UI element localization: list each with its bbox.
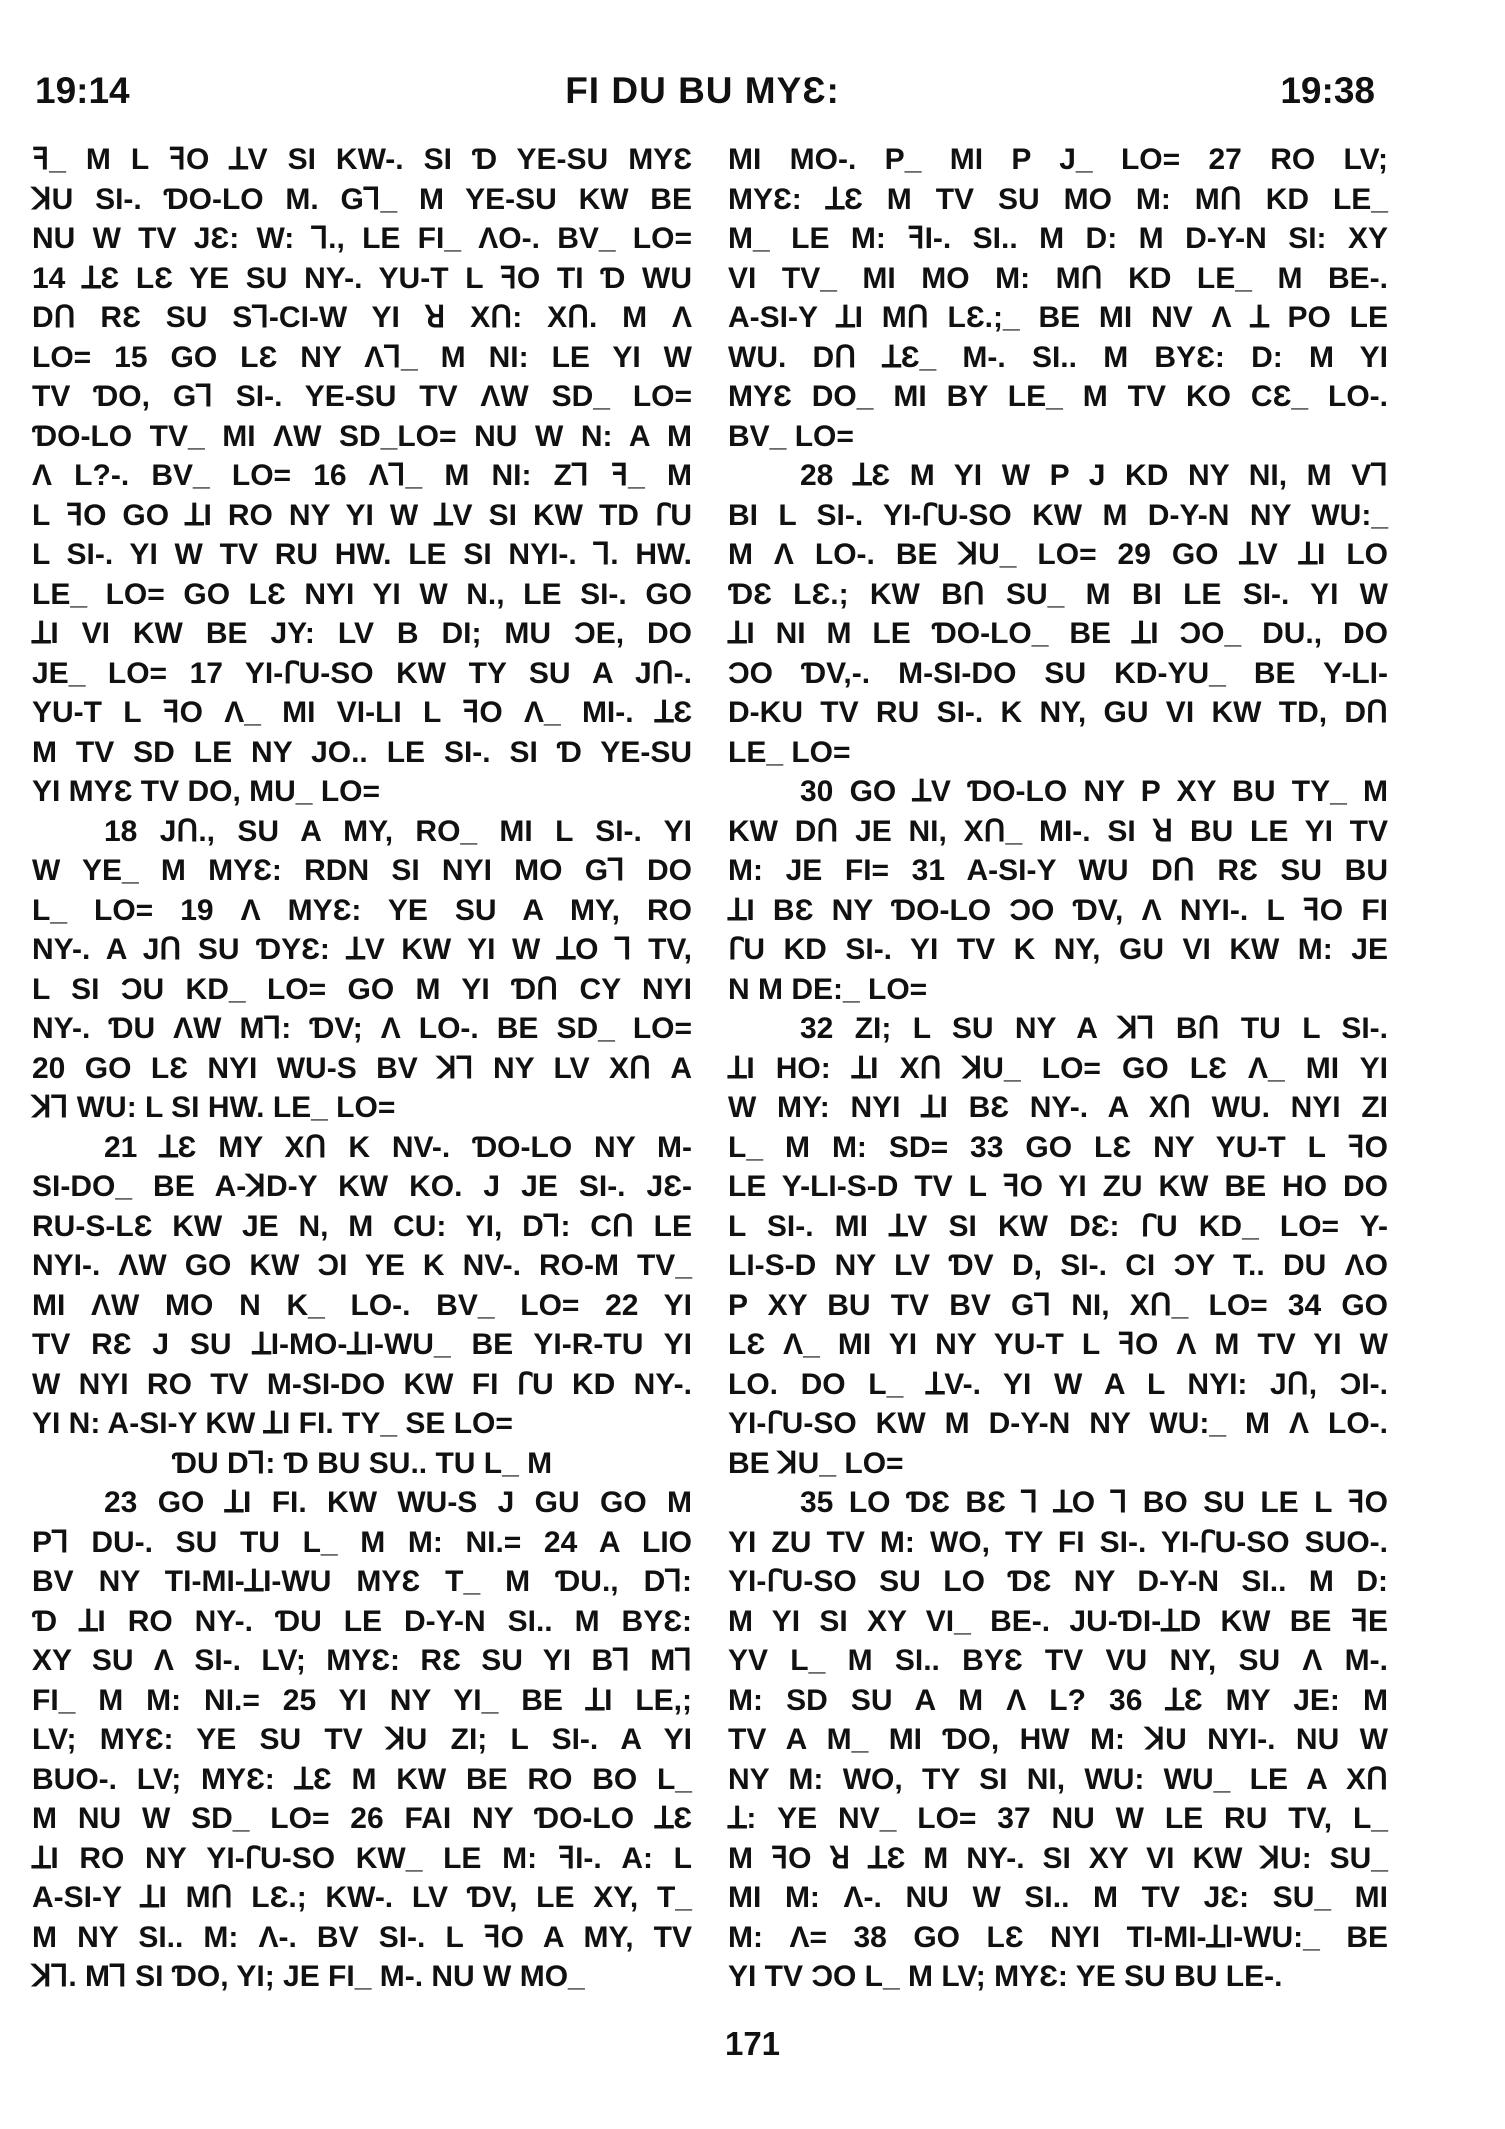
text-line: ꓕI VI KW BE JY: LV B DI; MU ƆE, DO — [32, 617, 692, 650]
text-line: M ꟻO ꓤ ꓕƐ M NY-. SI XY VI KW ꓘU: SU_ — [728, 1841, 1388, 1875]
text-line: M: Λ= 38 GO LƐ NYI TI-MI-ꓕI-WU:_ BE — [728, 1920, 1388, 1954]
text-line: LI-S-D NY LV ƊV D, SI-. CI ƆY T.. DU ΛO — [728, 1249, 1388, 1282]
text-line: A-SI-Y ꓕI MՈ LƐ.;_ BE MI NV Λ ꓕ PO LE — [728, 301, 1388, 334]
text-line: Pꓶ DU-. SU TU L_ M M: NI.= 24 A LIO — [32, 1525, 692, 1559]
text-line: KW DՈ JE NI, XՈ_ MI-. SI ꓤ BU LE YI TV — [728, 814, 1388, 848]
text-line: DՈ RƐ SU Sꓶ-CI-W YI ꓤ XՈ: XՈ. M Λ — [32, 301, 692, 334]
text-line: SI-DO_ BE A-ꓘD-Y KW KO. J JE SI-. JƐ- — [32, 1170, 692, 1203]
text-line: YI MYƐ TV DO, MU_ LO= — [32, 775, 381, 808]
text-line: 14 ꓕƐ LƐ YE SU NY-. YU-T L ꟻO TI Ɗ WU — [32, 261, 692, 295]
chapter-verse-start: 19:14 — [35, 70, 130, 111]
page-number: 171 — [724, 2025, 781, 2062]
text-line: M: SD SU A M Λ L? 36 ꓕƐ MY JE: M — [728, 1683, 1388, 1717]
text-line: M TV SD LE NY JO.. LE SI-. SI Ɗ YE-SU — [32, 735, 692, 769]
left-text-column — [32, 140, 692, 1997]
text-line: ꓘꓶ. Mꓶ SI ƊO, YI; JE FI_ M-. NU W MO_ — [32, 1960, 585, 1993]
text-line: BI L SI-. YI-ꓩU-SO KW M D-Y-N NY WU:_ — [728, 498, 1388, 532]
text-line: BV NY TI-MI-ꓕI-WU MYƐ T_ M ƊU., Dꓶ: — [32, 1565, 692, 1598]
text-line: L SI-. MI ꓕV SI KW DƐ: ꓩU KD_ LO= Y- — [728, 1209, 1388, 1243]
text-line: M: JE FI= 31 A-SI-Y WU DՈ RƐ SU BU — [728, 854, 1388, 887]
text-line: BV_ LO= — [728, 419, 854, 453]
text-line: 28 ꓕƐ M YI W P J KD NY NI, M Vꓶ — [800, 459, 1388, 492]
text-line: M_ LE M: ꟻI-. SI.. M D: M D-Y-N SI: XY — [728, 222, 1388, 255]
text-line: NYI-. ΛW GO KW ƆI YE K NV-. RO-M TV_ — [32, 1249, 692, 1282]
text-line: 35 LO ƊƐ BƐ ꓶ ꓕO ꓶ BO SU LE L ꟻO — [800, 1486, 1388, 1519]
text-line: YV L_ M SI.. BYƐ TV VU NY, SU Λ M-. — [728, 1644, 1388, 1677]
text-line: ƆO ƊV,-. M-SI-DO SU KD-YU_ BE Y-LI- — [728, 656, 1388, 690]
text-line: W MY: NYI ꓕI BƐ NY-. A XՈ WU. NYI ZI — [728, 1091, 1388, 1124]
text-line: ꟻ_ M L ꟻO ꓕV SI KW-. SI Ɗ YE-SU MYƐ — [32, 143, 692, 176]
text-line: YU-T L ꟻO Λ_ MI VI-LI L ꟻO Λ_ MI-. ꓕƐ — [32, 696, 692, 729]
text-line: L_ LO= 19 Λ MYƐ: YE SU A MY, RO — [32, 893, 692, 927]
text-line: YI-ꓩU-SO SU LO ƊƐ NY D-Y-N SI.. M D: — [728, 1565, 1388, 1598]
text-line: 21 ꓕƐ MY XՈ K NV-. ƊO-LO NY M- — [104, 1130, 692, 1164]
text-line: L SI ƆU KD_ LO= GO M YI ƊՈ CY NYI — [32, 972, 692, 1006]
text-line: M NU W SD_ LO= 26 FAI NY ƊO-LO ꓕƐ — [32, 1802, 692, 1835]
text-line: L_ M M: SD= 33 GO LƐ NY YU-T L ꟻO — [728, 1130, 1388, 1164]
text-line: YI-ꓩU-SO KW M D-Y-N NY WU:_ M Λ LO-. — [728, 1407, 1388, 1440]
text-line: MYƐ DO_ MI BY LE_ M TV KO CƐ_ LO-. — [728, 380, 1388, 413]
text-line: TV ƊO, Gꓶ SI-. YE-SU TV ΛW SD_ LO= — [32, 380, 692, 413]
text-line: D-KU TV RU SI-. K NY, GU VI KW TD, DՈ — [728, 696, 1388, 729]
text-line: LO. DO L_ ꓕV-. YI W A L NYI: JՈ, ƆI-. — [728, 1367, 1388, 1401]
text-line: MI ΛW MO N K_ LO-. BV_ LO= 22 YI — [32, 1288, 692, 1322]
text-line: M Λ LO-. BE ꓘU_ LO= 29 GO ꓕV ꓕI LO — [728, 538, 1388, 571]
text-line: MYƐ: ꓕƐ M TV SU MO M: MՈ KD LE_ — [728, 182, 1388, 216]
text-line: ƊƐ LƐ.; KW BՈ SU_ M BI LE SI-. YI W — [728, 577, 1388, 611]
text-line: NY-. A JՈ SU ƊYƐ: ꓕV KW YI W ꓕO ꓶ TV, — [32, 933, 692, 966]
text-line: N M DE:_ LO= — [728, 972, 928, 1006]
text-line: MI MO-. P_ MI P J_ LO= 27 RO LV; — [728, 143, 1388, 176]
page-header — [30, 70, 1375, 120]
text-line: LE_ LO= GO LƐ NYI YI W N., LE SI-. GO — [32, 577, 692, 611]
running-title: FI DU BU MYƐ: — [565, 70, 840, 111]
text-line: FI_ M M: NI.= 25 YI NY YI_ BE ꓕI LE,; — [32, 1683, 692, 1717]
text-line: ꓩU KD SI-. YI TV K NY, GU VI KW M: JE — [728, 933, 1388, 966]
text-line: BUO-. LV; MYƐ: ꓕƐ M KW BE RO BO L_ — [32, 1762, 692, 1796]
chapter-verse-end: 19:38 — [1280, 70, 1375, 111]
text-line: NY-. ƊU ΛW Mꓶ: ƊV; Λ LO-. BE SD_ LO= — [32, 1012, 692, 1045]
text-line: W YE_ M MYƐ: RDN SI NYI MO Gꓶ DO — [32, 854, 692, 887]
text-line: A-SI-Y ꓕI MՈ LƐ.; KW-. LV ƊV, LE XY, T_ — [32, 1881, 692, 1914]
text-line: BE ꓘU_ LO= — [728, 1446, 904, 1480]
text-line: L ꟻO GO ꓕI RO NY YI W ꓕV SI KW TD ꓩU — [32, 498, 692, 532]
right-text-column — [728, 140, 1388, 1997]
text-line: YI N: A-SI-Y KW ꓕI FI. TY_ SE LO= — [32, 1407, 513, 1440]
text-line: ꓘꓶ WU: L SI HW. LE_ LO= — [32, 1091, 396, 1124]
section-heading: ƊU Dꓶ: Ɗ BU SU.. TU L_ M — [171, 1446, 553, 1480]
text-line: Λ L?-. BV_ LO= 16 Λꓶ_ M NI: Zꓶ ꟻ_ M — [32, 459, 692, 492]
text-line: TV A M_ MI ƊO, HW M: ꓘU NYI-. NU W — [728, 1723, 1388, 1756]
text-line: WU. DՈ ꓕƐ_ M-. SI.. M BYƐ: D: M YI — [728, 340, 1388, 374]
text-line: ꓕI RO NY YI-ꓩU-SO KW_ LE M: ꟻI-. A: L — [32, 1841, 692, 1875]
text-line: ꓕI NI M LE ƊO-LO_ BE ꓕI ƆO_ DU., DO — [728, 617, 1388, 650]
text-line: ꓘU SI-. ƊO-LO M. Gꓶ_ M YE-SU KW BE — [32, 182, 692, 216]
text-line: YI ZU TV M: WO, TY FI SI-. YI-ꓩU-SO SUO-. — [728, 1525, 1388, 1559]
text-line: ƊO-LO TV_ MI ΛW SD_LO= NU W N: A M — [32, 419, 692, 453]
text-line: 18 JՈ., SU A MY, RO_ MI L SI-. YI — [104, 814, 692, 848]
text-line: TV RƐ J SU ꓕI-MO-ꓕI-WU_ BE YI-R-TU YI — [32, 1328, 692, 1361]
text-line: L SI-. YI W TV RU HW. LE SI NYI-. ꓶ. HW. — [32, 538, 692, 571]
text-line: LE Y-LI-S-D TV L ꟻO YI ZU KW BE HO DO — [728, 1170, 1388, 1203]
text-line: W NYI RO TV M-SI-DO KW FI ꓩU KD NY-. — [32, 1367, 692, 1401]
text-line: NU W TV JƐ: W: ꓶ., LE FI_ ΛO-. BV_ LO= — [32, 222, 692, 255]
text-line: NY M: WO, TY SI NI, WU: WU_ LE A XՈ — [728, 1762, 1388, 1796]
text-line: LO= 15 GO LƐ NY Λꓶ_ M NI: LE YI W — [32, 340, 692, 374]
text-line: 30 GO ꓕV ƊO-LO NY P XY BU TY_ M — [800, 775, 1388, 808]
text-line: M NY SI.. M: Λ-. BV SI-. L ꟻO A MY, TV — [32, 1920, 692, 1954]
text-line: 20 GO LƐ NYI WU-S BV ꓘꓶ NY LV XՈ A — [32, 1051, 692, 1085]
text-line: M YI SI XY VI_ BE-. JU-ƊI-ꓕD KW BE ꟻE — [728, 1604, 1388, 1638]
text-line: ꓕI BƐ NY ƊO-LO ƆO ƊV, Λ NYI-. L ꟻO FI — [728, 893, 1388, 927]
text-line: LƐ Λ_ MI YI NY YU-T L ꟻO Λ M TV YI W — [728, 1328, 1388, 1361]
text-line: LE_ LO= — [728, 735, 851, 769]
text-line: LV; MYƐ: YE SU TV ꓘU ZI; L SI-. A YI — [32, 1723, 692, 1756]
text-line: XY SU Λ SI-. LV; MYƐ: RƐ SU YI Bꓶ Mꓶ — [32, 1644, 692, 1677]
text-line: Ɗ ꓕI RO NY-. ƊU LE D-Y-N SI.. M BYƐ: — [32, 1604, 692, 1638]
text-line: ꓕ: YE NV_ LO= 37 NU W LE RU TV, L_ — [728, 1802, 1388, 1835]
text-line: 32 ZI; L SU NY A ꓘꓶ BՈ TU L SI-. — [800, 1012, 1388, 1045]
text-line: ꓕI HO: ꓕI XՈ ꓘU_ LO= GO LƐ Λ_ MI YI — [728, 1051, 1388, 1085]
text-line: YI TV ƆO L_ M LV; MYƐ: YE SU BU LE-. — [728, 1960, 1283, 1993]
text-line: 23 GO ꓕI FI. KW WU-S J GU GO M — [104, 1486, 692, 1519]
text-line: JE_ LO= 17 YI-ꓩU-SO KW TY SU A JՈ-. — [32, 656, 692, 690]
text-line: VI TV_ MI MO M: MՈ KD LE_ M BE-. — [728, 261, 1388, 295]
text-line: RU-S-LƐ KW JE N, M CU: YI, Dꓶ: CՈ LE — [32, 1209, 692, 1243]
text-line: P XY BU TV BV Gꓶ NI, XՈ_ LO= 34 GO — [728, 1288, 1388, 1322]
text-line: MI M: Λ-. NU W SI.. M TV JƐ: SU_ MI — [728, 1881, 1388, 1914]
